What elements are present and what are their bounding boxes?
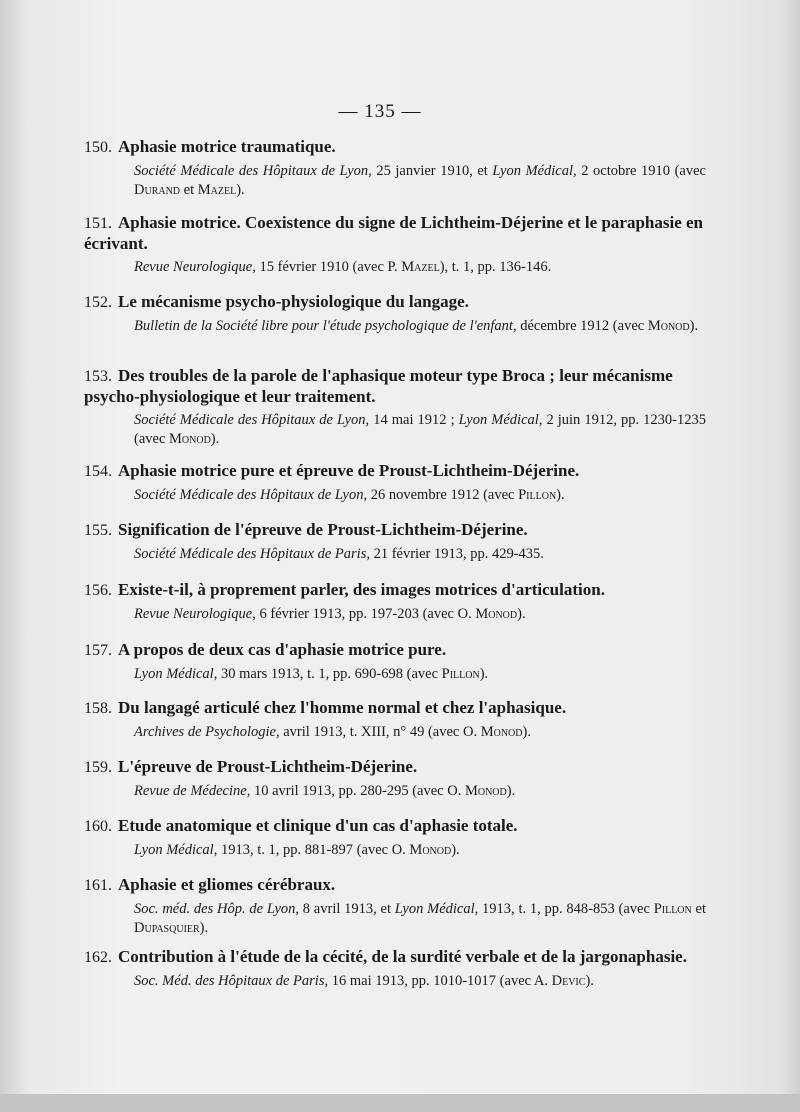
entry-number: 154.: [84, 463, 112, 480]
journal-name: Lyon Médical,: [492, 163, 577, 179]
entry-title-text: Existe-t-il, à proprement parler, des images motrices d'articulation.: [118, 580, 605, 599]
entry-reference: [84, 723, 706, 742]
entry-reference: [84, 258, 706, 277]
entry-reference: [84, 782, 706, 801]
journal-name: Archives de Psychologie,: [134, 724, 280, 740]
reference-text: ).: [585, 973, 594, 989]
journal-name: Soc. Méd. des Hôpitaux de Paris,: [134, 973, 329, 989]
reference-text: et: [691, 901, 706, 917]
journal-name: Lyon Médical,: [458, 412, 543, 428]
page-number: — 135 —: [338, 101, 422, 122]
entry-number: 158.: [84, 700, 112, 717]
reference-text: 26 novembre 1912 (avec: [367, 487, 519, 503]
bibliography-entry: [84, 640, 706, 684]
entry-title-text: Etude anatomique et clinique d'un cas d'aphasie totale.: [118, 816, 518, 835]
reference-text: ).: [517, 606, 526, 622]
journal-name: Revue Neurologique,: [134, 606, 256, 622]
reference-text: 21 février 1913, pp. 429-435.: [369, 546, 544, 562]
entry-number: 152.: [84, 294, 112, 311]
reference-text: 14 mai 1912 ;: [369, 412, 459, 428]
author-name: Monod: [169, 431, 211, 447]
journal-name: Lyon Médical,: [134, 666, 218, 682]
entry-reference: [84, 411, 706, 449]
entry-title: [84, 875, 706, 896]
reference-text: ).: [199, 920, 209, 936]
entry-number: 162.: [84, 949, 112, 966]
reference-text: 25 janvier 1910, et: [371, 163, 493, 179]
bibliography-entry: [84, 213, 706, 277]
entry-title-text: A propos de deux cas d'aphasie motrice pure.: [118, 640, 447, 659]
entry-title-text: Des troubles de la parole de l'aphasique moteur type Broca ; leur mécanisme psycho-physiologique et leur traitement.: [84, 366, 673, 406]
author-name: Devic: [551, 973, 586, 989]
entry-title-text: Aphasie et gliomes cérébraux.: [118, 875, 336, 894]
entry-title-text: Aphasie motrice pure et épreuve de Proust-Lichtheim-Déjerine.: [118, 461, 580, 480]
reference-text: 10 avril 1913, pp. 280-295 (avec O.: [250, 783, 465, 799]
reference-text: ).: [506, 783, 516, 799]
journal-name: Revue Neurologique,: [134, 259, 256, 275]
entry-title: [84, 580, 706, 601]
journal-name: Société Médicale des Hôpitaux de Lyon,: [134, 487, 368, 503]
reference-text: ).: [451, 842, 460, 858]
entry-number: 159.: [84, 759, 112, 776]
entry-title: [84, 366, 706, 407]
journal-name: Bulletin de la Société libre pour l'étude psychologique de l'enfant,: [134, 318, 517, 334]
entry-title-text: Le mécanisme psycho-physiologique du langage.: [118, 292, 469, 311]
bibliography-entry: [84, 816, 706, 860]
entry-title: [84, 640, 706, 661]
reference-text: 30 mars 1913, t. 1, pp. 690-698 (avec: [217, 666, 442, 682]
journal-name: Lyon Médical,: [134, 842, 218, 858]
author-name: Pillon: [653, 901, 692, 917]
reference-text: ).: [522, 724, 531, 740]
entry-reference: [84, 900, 706, 938]
entry-number: 156.: [84, 582, 112, 599]
journal-name: Société Médicale des Hôpitaux de Lyon,: [134, 412, 370, 428]
author-name: Monod: [480, 724, 523, 740]
bibliography-entry: [84, 366, 706, 449]
reference-text: 1913, t. 1, pp. 881-897 (avec O.: [217, 842, 410, 858]
reference-text: décembre 1912 (avec: [516, 318, 648, 334]
reference-text: avril 1913, t. XIII, n° 49 (avec O.: [279, 724, 481, 740]
reference-text: ).: [556, 487, 565, 503]
entry-number: 160.: [84, 818, 112, 835]
author-name: Pillon: [518, 487, 557, 503]
entry-reference: [84, 605, 706, 624]
author-name: Mazel: [401, 259, 440, 275]
entry-reference: [84, 841, 706, 860]
reference-text: ), t. 1, pp. 136-146.: [439, 259, 552, 275]
entry-reference: [84, 665, 706, 684]
entry-title: [84, 757, 706, 778]
reference-text: 1913, t. 1, pp. 848-853 (avec: [478, 901, 654, 917]
entry-title: [84, 213, 706, 254]
author-name: Pillon: [441, 666, 480, 682]
entry-title-text: Aphasie motrice. Coexistence du signe de Lichtheim-Déjerine et le paraphasie en écrivant.: [84, 213, 703, 253]
bibliography-entry: [84, 520, 706, 564]
entry-title: [84, 292, 706, 313]
entry-title: [84, 137, 706, 158]
author-name: Monod: [409, 842, 452, 858]
reference-text: ).: [689, 318, 699, 334]
entry-title: [84, 816, 706, 837]
entry-number: 157.: [84, 642, 112, 659]
author-name: Monod: [647, 318, 690, 334]
author-name: Monod: [464, 783, 507, 799]
reference-text: 8 avril 1913, et: [299, 901, 395, 917]
entry-reference: [84, 162, 706, 200]
reference-text: ).: [210, 431, 220, 447]
bibliography-entry: [84, 137, 706, 200]
reference-text: 2 octobre 1910 (avec: [576, 163, 706, 179]
bibliography-entry: [84, 461, 706, 505]
reference-text: 15 février 1910 (avec P.: [255, 259, 402, 275]
journal-name: Société Médicale des Hôpitaux de Lyon,: [134, 163, 372, 179]
entry-title-text: Contribution à l'étude de la cécité, de la surdité verbale et de la jargonaphasie.: [118, 947, 687, 966]
entry-number: 153.: [84, 368, 112, 385]
entry-title-text: Du langagé articulé chez l'homme normal et chez l'aphasique.: [118, 698, 567, 717]
author-name: Dupasquier: [134, 920, 200, 936]
bibliography-entry: [84, 580, 706, 624]
entry-number: 151.: [84, 215, 112, 232]
entry-title-text: Signification de l'épreuve de Proust-Lichtheim-Déjerine.: [118, 520, 528, 539]
entry-number: 155.: [84, 522, 112, 539]
entry-number: 161.: [84, 877, 112, 894]
reference-text: 6 février 1913, pp. 197-203 (avec O.: [255, 606, 476, 622]
reference-text: ).: [479, 666, 489, 682]
entry-title: [84, 698, 706, 719]
author-name: Monod: [475, 606, 518, 622]
reference-text: ).: [236, 182, 245, 198]
author-name: Durand: [134, 182, 181, 198]
journal-name: Revue de Médecine,: [134, 783, 251, 799]
entry-title: [84, 947, 706, 968]
bibliography-entry: [84, 698, 706, 742]
entry-reference: [84, 545, 706, 564]
reference-text: 2 juin 1912, pp. 1230-1235 (avec: [134, 412, 707, 447]
reference-text: 16 mai 1913, pp. 1010-1017 (avec A.: [328, 973, 552, 989]
journal-name: Lyon Médical,: [394, 901, 479, 917]
entry-title: [84, 520, 706, 541]
entry-reference: [84, 317, 706, 336]
author-name: Mazel: [197, 182, 237, 198]
entry-title-text: L'épreuve de Proust-Lichtheim-Déjerine.: [118, 757, 418, 776]
entry-title: [84, 461, 706, 482]
bibliography-entry: [84, 875, 706, 938]
entry-reference: [84, 972, 706, 991]
entry-reference: [84, 486, 706, 505]
entry-number: 150.: [84, 139, 112, 156]
bibliography-entry: [84, 947, 706, 991]
journal-name: Soc. méd. des Hôp. de Lyon,: [134, 901, 300, 917]
bibliography-entry: [84, 757, 706, 801]
entry-title-text: Aphasie motrice traumatique.: [118, 137, 336, 156]
reference-text: et: [180, 182, 198, 198]
journal-name: Société Médicale des Hôpitaux de Paris,: [134, 546, 370, 562]
bibliography-entry: [84, 292, 706, 336]
